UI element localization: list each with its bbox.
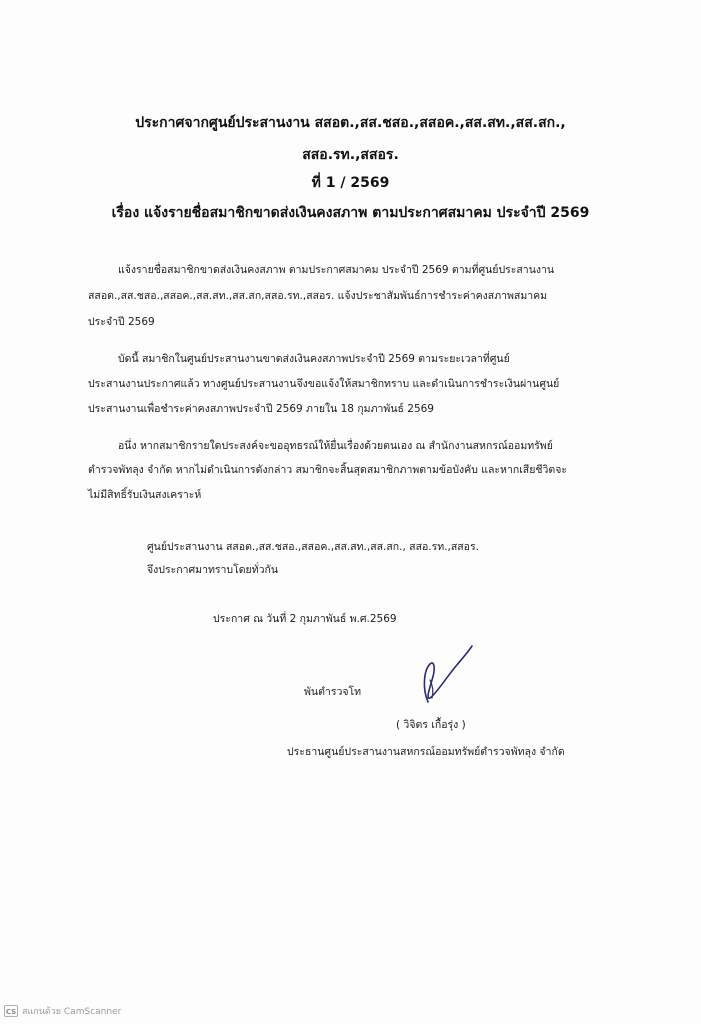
signatory-rank: พันตำรวจโท bbox=[304, 686, 362, 698]
paragraph-2-line-3: ประสานงานเพื่อชำระค่าคงสภาพประจำปี 2569 ภายใน 18 กุมภาพันธ์ 2569 bbox=[88, 403, 434, 415]
scanner-footer-text: สแกนด้วย CamScanner bbox=[22, 1007, 122, 1017]
signatory-name: ( วิจิตร เกื้อรุ่ง ) bbox=[396, 719, 466, 731]
subject-line: เรื่อง แจ้งรายชื่อสมาชิกขาดส่งเงินคงสภาพ ตามประกาศสมาคม ประจำปี 2569 bbox=[111, 205, 590, 221]
scanner-footer bbox=[4, 1004, 121, 1018]
paragraph-2-line-2: ประสานงานประกาศแล้ว ทางศูนย์ประสานงานจึงขอแจ้งให้สมาชิกทราบ และดำเนินการชำระเงินผ่านศูนย์ bbox=[88, 378, 560, 390]
closing-line-1: ศูนย์ประสานงาน สสอต.,สส.ชสอ.,สสอค.,สส.สท.,สส.สก., สสอ.รท.,สสอร. bbox=[147, 541, 479, 553]
paragraph-1-line-3: ประจำปี 2569 bbox=[88, 316, 155, 328]
paragraph-1-line-2: สสอต.,สส.ชสอ.,สสอค.,สส.สท.,สส.สก,สสอ.รท.,สสอร. แจ้งประชาสัมพันธ์การชำระค่าคงสภาพสมาคม bbox=[88, 290, 548, 302]
paragraph-3-line-3: ไม่มีสิทธิ์รับเงินสงเคราะห์ bbox=[88, 489, 202, 501]
camscanner-logo-icon: CS bbox=[4, 1005, 18, 1017]
handwritten-signature bbox=[412, 640, 476, 710]
closing-line-2: จึงประกาศมาทราบโดยทั่วกัน bbox=[147, 564, 279, 576]
paragraph-2-line-1: บัดนี้ สมาชิกในศูนย์ประสานงานขาดส่งเงินคงสภาพประจำปี 2569 ตามระยะเวลาที่ศูนย์ bbox=[118, 353, 510, 365]
announcement-number: ที่ 1 / 2569 bbox=[311, 175, 390, 191]
title-line-1: ประกาศจากศูนย์ประสานงาน สสอต.,สส.ชสอ.,สสอค.,สส.สท.,สส.สก., bbox=[135, 115, 566, 131]
paragraph-3-line-2: ตำรวจพัทลุง จำกัด หากไม่ดำเนินการดังกล่าว สมาชิกจะสิ้นสุดสมาชิกภาพตามข้อบังคับ และหากเสียชีวิตจะ bbox=[88, 464, 568, 476]
signatory-position: ประธานศูนย์ประสานงานสหกรณ์ออมทรัพย์ตำรวจพัทลุง จำกัด bbox=[287, 746, 565, 758]
paragraph-1-line-1: แจ้งรายชื่อสมาชิกขาดส่งเงินคงสภาพ ตามประกาศสมาคม ประจำปี 2569 ตามที่ศูนย์ประสานงาน bbox=[118, 264, 555, 276]
title-line-2: สสอ.รท.,สสอร. bbox=[302, 147, 399, 163]
paragraph-3-line-1: อนึ่ง หากสมาชิกรายใดประสงค์จะขออุทธรณ์ให้ยื่นเรื่องด้วยตนเอง ณ สำนักงานสหกรณ์ออมทรัพย์ bbox=[118, 440, 553, 452]
announcement-date: ประกาศ ณ วันที่ 2 กุมภาพันธ์ พ.ศ.2569 bbox=[213, 613, 397, 625]
